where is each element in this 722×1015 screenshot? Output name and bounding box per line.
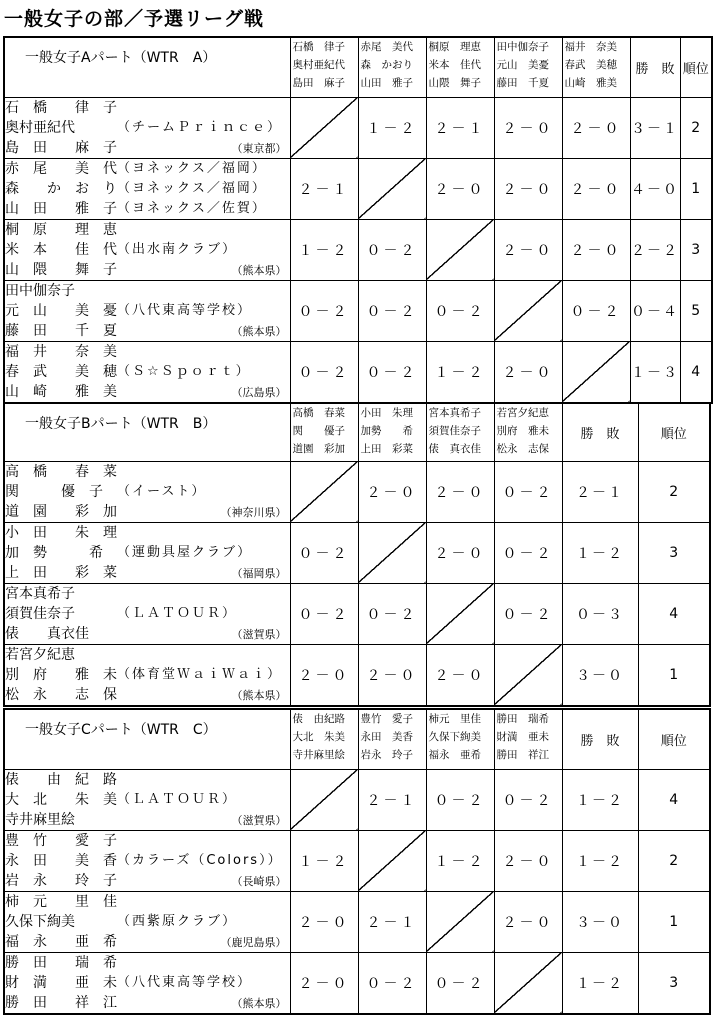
opponent-name: 小田 朱理 (360, 407, 413, 419)
player-name: 米 本 佳 代 (5, 241, 117, 258)
player-name: 福 永 亜 希 (5, 933, 117, 950)
self-match-cell (426, 583, 494, 644)
match-score: ０－２ (426, 952, 494, 1014)
team-cell (4, 219, 290, 280)
club-name: （八代東高等学校） (117, 974, 253, 990)
record-header: 勝 敗 (562, 403, 638, 461)
part-label-text: 一般女子Bパート（WTR B） (25, 416, 217, 432)
match-score: ０－２ (494, 769, 562, 830)
win-loss-record: ４－０ (630, 158, 680, 219)
player-name: 石 橋 律 子 (5, 99, 117, 116)
opponent-header (494, 709, 562, 769)
opponent-name: 勝田 瑞希 (496, 713, 549, 725)
prefecture: （鹿児島県） (220, 935, 287, 949)
opponent-name: 福永 亜希 (428, 749, 481, 761)
record-header: 勝 敗 (630, 37, 680, 97)
team-cell (4, 769, 290, 830)
opponent-name: 山隈 舞子 (428, 77, 481, 89)
prefecture: （熊本県） (231, 688, 287, 702)
rank-value: 3 (638, 952, 710, 1014)
team-cell (4, 952, 290, 1014)
opponent-name: 柿元 里佳 (428, 713, 481, 725)
match-score: ０－２ (290, 522, 358, 583)
win-loss-record: １－２ (562, 522, 638, 583)
self-match-cell (494, 952, 562, 1014)
self-match-cell (290, 769, 358, 830)
club-name: （ヨネックス／福岡） (117, 180, 267, 196)
club-name: （カラーズ（Colors）） (117, 852, 283, 868)
opponent-name: 石橋 律子 (292, 41, 345, 53)
opponent-name: 田中伽奈子 (496, 41, 549, 53)
player-name: 田中伽奈子 (5, 282, 75, 299)
opponent-name: 寺井麻里絵 (292, 749, 345, 761)
rank-value: 4 (638, 769, 710, 830)
match-score: ２－０ (494, 97, 562, 158)
prefecture: （長崎県） (231, 874, 287, 888)
player-name: 上 田 彩 菜 (5, 564, 117, 581)
match-score: ０－２ (494, 583, 562, 644)
player-name: 福 井 奈 美 (5, 343, 117, 360)
team-cell (4, 522, 290, 583)
player-name: 山 隈 舞 子 (5, 261, 117, 278)
self-match-cell (426, 219, 494, 280)
match-score: ２－１ (290, 158, 358, 219)
opponent-name: 豊竹 愛子 (360, 713, 413, 725)
opponent-name: 勝田 祥江 (496, 749, 549, 761)
self-match-cell (494, 644, 562, 706)
opponent-name: 桐原 理恵 (428, 41, 481, 53)
match-score: ０－２ (290, 583, 358, 644)
opponent-name: 道園 彩加 (292, 443, 345, 455)
match-score: ０－２ (426, 769, 494, 830)
team-row (4, 280, 712, 341)
player-name: 島 田 麻 子 (5, 139, 117, 156)
opponent-name: 赤尾 美代 (360, 41, 413, 53)
page-title: 一般女子の部／予選リーグ戦 (4, 8, 265, 30)
rank-header: 順位 (638, 403, 710, 461)
team-cell (4, 280, 290, 341)
win-loss-record: １－２ (562, 952, 638, 1014)
prefecture: （神奈川県） (220, 505, 287, 519)
club-name: （Ｓ☆Ｓｐｏｒｔ） (117, 363, 251, 379)
rank-value: 2 (638, 830, 710, 891)
opponent-name: 永田 美香 (360, 731, 413, 743)
club-name: （出水南クラブ） (117, 241, 238, 257)
team-cell (4, 891, 290, 952)
player-name: 財 満 亜 未 (5, 974, 117, 991)
opponent-header (426, 37, 494, 97)
player-name: 大 北 朱 美 (5, 791, 117, 808)
opponent-name: 奥村亜紀代 (292, 59, 345, 71)
self-match-cell (562, 341, 630, 403)
opponent-name: 上田 彩菜 (360, 443, 413, 455)
part-label (4, 403, 290, 461)
prefecture: （広島県） (231, 385, 287, 399)
part-label-text: 一般女子Aパート（WTR A） (25, 50, 217, 66)
rank-value: 1 (680, 158, 712, 219)
opponent-name: 加勢 希 (360, 425, 413, 437)
rank-value: 2 (638, 461, 710, 522)
player-name: 須賀佳奈子 (5, 605, 75, 622)
opponent-name: 若宮夕紀恵 (496, 407, 549, 419)
win-loss-record: １－２ (562, 830, 638, 891)
player-name: 元 山 美 憂 (5, 302, 117, 319)
win-loss-record: ３－１ (630, 97, 680, 158)
team-row (4, 97, 712, 158)
player-name: 勝 田 祥 江 (5, 994, 117, 1011)
match-score: ２－０ (562, 158, 630, 219)
rank-value: 2 (680, 97, 712, 158)
player-name: 俵 真衣佳 (5, 625, 89, 642)
rank-value: 4 (680, 341, 712, 403)
match-score: ０－２ (290, 341, 358, 403)
player-name: 桐 原 理 恵 (5, 221, 117, 238)
match-score: ０－２ (494, 461, 562, 522)
team-row (4, 461, 710, 522)
team-cell (4, 158, 290, 219)
self-match-cell (358, 522, 426, 583)
win-loss-record: ３－０ (562, 891, 638, 952)
team-cell (4, 583, 290, 644)
opponent-name: 岩永 玲子 (360, 749, 413, 761)
player-name: 宮本真希子 (5, 585, 75, 602)
opponent-name: 元山 美憂 (496, 59, 549, 71)
self-match-cell (290, 461, 358, 522)
club-name: （イースト） (117, 483, 207, 499)
match-score: ２－０ (426, 644, 494, 706)
self-match-cell (358, 830, 426, 891)
prefecture: （熊本県） (231, 263, 287, 277)
opponent-name: 松永 志保 (496, 443, 549, 455)
opponent-header (426, 403, 494, 461)
match-score: ２－０ (290, 952, 358, 1014)
player-name: 柿 元 里 佳 (5, 893, 117, 910)
club-name: （ヨネックス／福岡） (117, 160, 267, 176)
prefecture: （熊本県） (231, 324, 287, 338)
team-cell (4, 644, 290, 706)
opponent-header (358, 37, 426, 97)
team-row (4, 219, 712, 280)
player-name: 道 園 彩 加 (5, 503, 117, 520)
player-name: 春 武 美 穂 (5, 363, 117, 380)
opponent-name: 俵 真衣佳 (428, 443, 481, 455)
match-score: ２－０ (562, 97, 630, 158)
rank-value: 1 (638, 891, 710, 952)
match-score: ２－０ (494, 158, 562, 219)
player-name: 別 府 雅 未 (5, 666, 117, 683)
match-score: ２－０ (562, 219, 630, 280)
opponent-header (494, 403, 562, 461)
opponent-name: 宮本真希子 (428, 407, 481, 419)
rank-value: 4 (638, 583, 710, 644)
match-score: ２－０ (494, 219, 562, 280)
team-cell (4, 830, 290, 891)
match-score: ０－２ (358, 952, 426, 1014)
rank-header: 順位 (680, 37, 712, 97)
team-cell (4, 97, 290, 158)
team-row (4, 830, 710, 891)
match-score: ０－２ (358, 583, 426, 644)
opponent-name: 久保下絢美 (428, 731, 481, 743)
rank-value: 1 (638, 644, 710, 706)
opponent-header (358, 403, 426, 461)
opponent-name: 財満 亜未 (496, 731, 549, 743)
opponent-name: 俵 由紀路 (292, 713, 345, 725)
player-name: 豊 竹 愛 子 (5, 832, 117, 849)
opponent-header (290, 403, 358, 461)
match-score: ０－２ (426, 280, 494, 341)
opponent-name: 山田 雅子 (360, 77, 413, 89)
opponent-header (562, 37, 630, 97)
player-name: 俵 由 紀 路 (5, 771, 117, 788)
player-name: 松 永 志 保 (5, 686, 117, 703)
match-score: ０－２ (562, 280, 630, 341)
win-loss-record: １－２ (562, 769, 638, 830)
club-name: （西紫原クラブ） (117, 913, 238, 929)
prefecture: （滋賀県） (231, 813, 287, 827)
opponent-name: 別府 雅未 (496, 425, 549, 437)
win-loss-record: ０－４ (630, 280, 680, 341)
match-score: ２－１ (358, 891, 426, 952)
player-name: 赤 尾 美 代 (5, 160, 117, 177)
prefecture: （福岡県） (231, 566, 287, 580)
match-score: １－２ (290, 219, 358, 280)
match-score: ０－２ (358, 280, 426, 341)
opponent-name: 関 優子 (292, 425, 345, 437)
opponent-header (494, 37, 562, 97)
opponent-name: 山崎 雅美 (564, 77, 617, 89)
prefecture: （東京都） (231, 141, 287, 155)
match-score: ０－２ (358, 219, 426, 280)
self-match-cell (290, 97, 358, 158)
part-label (4, 709, 290, 769)
match-score: ２－０ (426, 522, 494, 583)
match-score: ２－０ (290, 891, 358, 952)
opponent-name: 藤田 千夏 (496, 77, 549, 89)
match-score: ２－０ (358, 461, 426, 522)
team-row (4, 644, 710, 706)
match-score: ２－１ (358, 769, 426, 830)
win-loss-record: ２－１ (562, 461, 638, 522)
opponent-name: 大北 朱美 (292, 731, 345, 743)
player-name: 久保下絢美 (5, 913, 75, 930)
self-match-cell (494, 280, 562, 341)
opponent-header (358, 709, 426, 769)
rank-value: 3 (638, 522, 710, 583)
rank-header: 順位 (638, 709, 710, 769)
match-score: ２－０ (494, 341, 562, 403)
prefecture: （熊本県） (231, 996, 287, 1010)
match-score: ２－０ (426, 158, 494, 219)
match-score: ２－０ (494, 830, 562, 891)
player-name: 森 か お り (5, 180, 117, 197)
opponent-name: 島田 麻子 (292, 77, 345, 89)
club-name: （ヨネックス／佐賀） (117, 200, 267, 216)
player-name: 加 勢 希 (5, 544, 103, 561)
match-score: ０－２ (358, 341, 426, 403)
self-match-cell (358, 158, 426, 219)
match-score: ２－０ (290, 644, 358, 706)
team-row (4, 583, 710, 644)
match-score: ０－２ (494, 522, 562, 583)
opponent-name: 福井 奈美 (564, 41, 617, 53)
rank-value: 3 (680, 219, 712, 280)
club-name: （八代東高等学校） (117, 302, 253, 318)
opponent-name: 森 かおり (360, 59, 413, 71)
match-score: ２－０ (494, 891, 562, 952)
team-cell (4, 461, 290, 522)
player-name: 奥村亜紀代 (5, 119, 75, 136)
player-name: 勝 田 瑞 希 (5, 954, 117, 971)
win-loss-record: １－３ (630, 341, 680, 403)
team-row (4, 769, 710, 830)
win-loss-record: ０－３ (562, 583, 638, 644)
match-score: ２－０ (358, 644, 426, 706)
league-table-2 (3, 402, 711, 707)
opponent-name: 高橋 春菜 (292, 407, 345, 419)
match-score: １－２ (426, 341, 494, 403)
player-name: 山 田 雅 子 (5, 200, 117, 217)
team-row (4, 952, 710, 1014)
match-score: １－２ (358, 97, 426, 158)
self-match-cell (426, 891, 494, 952)
club-name: （チームＰｒｉｎｃｅ） (117, 119, 283, 135)
club-name: （ＬＡＴＯＵＲ） (117, 791, 238, 807)
match-score: ２－１ (426, 97, 494, 158)
record-header: 勝 敗 (562, 709, 638, 769)
opponent-name: 須賀佳奈子 (428, 425, 481, 437)
part-label-text: 一般女子Cパート（WTR C） (25, 722, 217, 738)
team-cell (4, 341, 290, 403)
player-name: 小 田 朱 理 (5, 524, 117, 541)
player-name: 関 優 子 (5, 483, 103, 500)
match-score: １－２ (290, 830, 358, 891)
player-name: 寺井麻里絵 (5, 811, 75, 828)
rank-value: 5 (680, 280, 712, 341)
opponent-header (426, 709, 494, 769)
team-row (4, 341, 712, 403)
player-name: 藤 田 千 夏 (5, 322, 117, 339)
player-name: 永 田 美 香 (5, 852, 117, 869)
player-name: 若宮夕紀恵 (5, 646, 75, 663)
match-score: ２－０ (426, 461, 494, 522)
club-name: （ＬＡＴＯＵＲ） (117, 605, 238, 621)
win-loss-record: ２－２ (630, 219, 680, 280)
team-row (4, 522, 710, 583)
prefecture: （滋賀県） (231, 627, 287, 641)
opponent-header (290, 709, 358, 769)
player-name: 岩 永 玲 子 (5, 872, 117, 889)
match-score: １－２ (426, 830, 494, 891)
part-label (4, 37, 290, 97)
opponent-name: 春武 美穂 (564, 59, 617, 71)
player-name: 高 橋 春 菜 (5, 463, 117, 480)
opponent-header (290, 37, 358, 97)
team-row (4, 158, 712, 219)
player-name: 山 崎 雅 美 (5, 383, 117, 400)
league-table-1 (3, 36, 713, 404)
league-table-3 (3, 708, 711, 1015)
club-name: （運動具屋クラブ） (117, 544, 253, 560)
club-name: （体育堂ＷａｉＷａｉ） (117, 666, 283, 682)
team-row (4, 891, 710, 952)
win-loss-record: ３－０ (562, 644, 638, 706)
opponent-name: 米本 佳代 (428, 59, 481, 71)
match-score: ０－２ (290, 280, 358, 341)
